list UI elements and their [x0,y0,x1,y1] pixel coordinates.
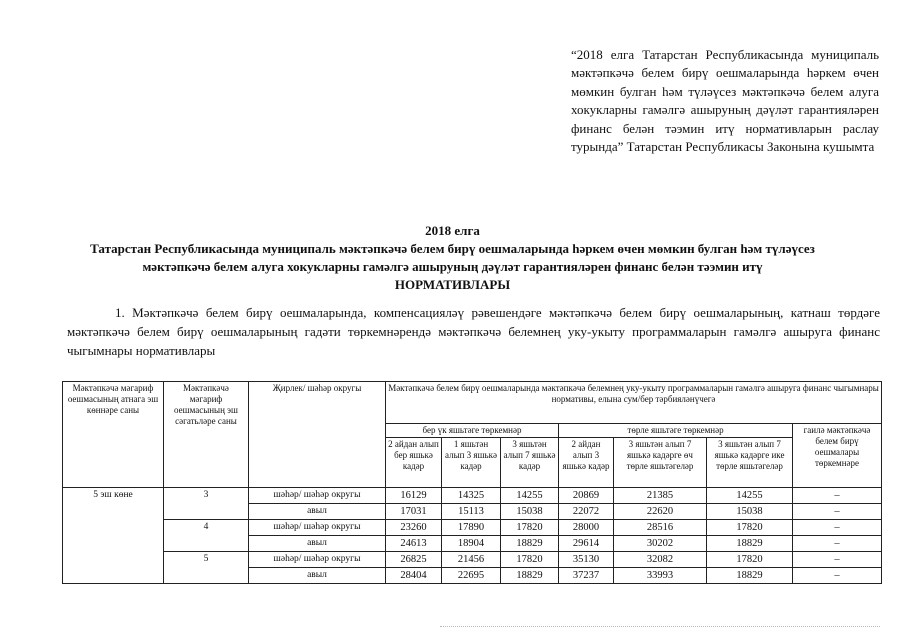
cell-value: 23260 [386,520,442,536]
cell-value: 28404 [386,568,442,584]
cell-value: 17031 [386,504,442,520]
cell-value: 17820 [501,552,559,568]
appendix-heading-note: “2018 елга Татарстан Республикасында муниципаль мәктәпкәчә белем бирү оешмаларында һәркем өчен мөмкин булган һәм түләүсез мәктәпкәчә белем алуга хокукларны гамәлгә ашыруның дәүләт гарантияләрен финанс белән тәэмин итү нормативларын раслау турында” Татарстан Республикасы Законына кушымта [571,47,879,155]
cell-workdays: 5 эш көне [63,488,164,584]
cell-value: 37237 [559,568,614,584]
cell-value: 24613 [386,536,442,552]
cell-locality: шәһәр/ шәһәр округы [249,488,386,504]
cell-value: 15113 [442,504,501,520]
cell-value: 26825 [386,552,442,568]
cell-value: 22620 [614,504,707,520]
cell-value: 17820 [707,552,793,568]
table-row [63,488,882,504]
title-line-1: Татарстан Республикасында муниципаль мәктәпкәчә белем бирү оешмаларында һәркем өчен мөмкин булган һәм түләүсез [90,241,815,256]
cell-value: 21385 [614,488,707,504]
title-line-2: мәктәпкәчә белем алуга хокукларны гамәлгә ашыруның дәүләт гарантияләрен финанс белән тәэмин итү [142,259,763,274]
cell-value: 22072 [559,504,614,520]
cell-value: 17890 [442,520,501,536]
cell-value: 35130 [559,552,614,568]
header-normative-main: Мәктәпкәчә белем бирү оешмаларында мәктәпкәчә белемнең уку-укыту программаларын гамәлгә ашыруга финанс чыгымнары нормативы, елына сум/бер тәрбияләнүчегә [386,382,882,424]
table-row [63,552,882,568]
cell-value: – [793,504,882,520]
cell-locality: шәһәр/ шәһәр округы [249,552,386,568]
cell-value: 29614 [559,536,614,552]
cell-value: 18829 [501,568,559,584]
cell-value: – [793,520,882,536]
cell-value: 18829 [707,536,793,552]
cell-hours: 3 [164,488,249,520]
title-line-3: НОРМАТИВЛАРЫ [394,277,511,292]
cell-value: 15038 [707,504,793,520]
cell-locality: авыл [249,568,386,584]
cell-value: 18904 [442,536,501,552]
cell-value: 32082 [614,552,707,568]
header-sub-2m-1y: 2 айдан алып бер яшькә кадәр [386,438,442,488]
cell-value: 22695 [442,568,501,584]
header-sub-1y-3y: 1 яшьтән алып 3 яшькә кадәр [442,438,501,488]
header-sub-mixed-2m-3y: 2 айдан алып 3 яшькә кадәр [559,438,614,488]
section-paragraph-1: 1. Мәктәпкәчә белем бирү оешмаларында, компенсацияләү рәвешендәге мәктәпкәчә белем бирү оешмаларының, катнаш төрдәге мәктәпкәчә белем бирү оешмаларының гадәти төркемнәрендә мәктәпкәчә белемнең уку-укыту программаларын гамәлгә ашыруга финанс чыгымнары нормативлары [67,305,880,358]
header-family-groups: гаилә мәктәпкәчә белем бирү оешмалары төркемнәре [793,424,882,488]
header-sub-mixed-two-ages: 3 яшьтән алып 7 яшькә кадәрге ике төрле яшьтәгеләр [707,438,793,488]
cell-value: 18829 [501,536,559,552]
cell-value: – [793,552,882,568]
table-row [63,520,882,536]
cell-value: – [793,568,882,584]
cell-locality: шәһәр/ шәһәр округы [249,520,386,536]
cell-value: 28000 [559,520,614,536]
cell-locality: авыл [249,504,386,520]
cell-hours: 4 [164,520,249,552]
cell-hours: 5 [164,552,249,584]
header-workdays: Мәктәпкәчә мәгариф оешмасының атнага эш көннәре саны [63,382,164,488]
cell-value: 33993 [614,568,707,584]
cell-value: 21456 [442,552,501,568]
header-mixed-age-groups: төрле яшьтәге төркемнәр [559,424,793,438]
cell-value: – [793,536,882,552]
cell-value: 14325 [442,488,501,504]
header-locality: Җирлек/ шәһәр округы [249,382,386,488]
cell-value: 28516 [614,520,707,536]
cell-value: 17820 [501,520,559,536]
cell-value: 14255 [501,488,559,504]
cell-value: 20869 [559,488,614,504]
cell-locality: авыл [249,536,386,552]
header-sub-3y-7y: 3 яшьтән алып 7 яшькә кадәр [501,438,559,488]
cell-value: 14255 [707,488,793,504]
cell-value: 18829 [707,568,793,584]
header-sub-mixed-three-ages: 3 яшьтән алып 7 яшькә кадәрге өч төрле яшьтәгеләр [614,438,707,488]
header-same-age-groups: бер үк яшьтәге төркемнәр [386,424,559,438]
document-title [20,222,885,294]
header-work-hours: Мәктәпкәчә мәгариф оешмасының эш сәгатьләре саны [164,382,249,488]
cell-value: 30202 [614,536,707,552]
cell-value: 17820 [707,520,793,536]
cell-value: 15038 [501,504,559,520]
normatives-table [62,381,882,584]
title-year: 2018 елга [425,223,480,238]
cell-value: – [793,488,882,504]
cell-value: 16129 [386,488,442,504]
scan-edge-noise [440,626,880,629]
